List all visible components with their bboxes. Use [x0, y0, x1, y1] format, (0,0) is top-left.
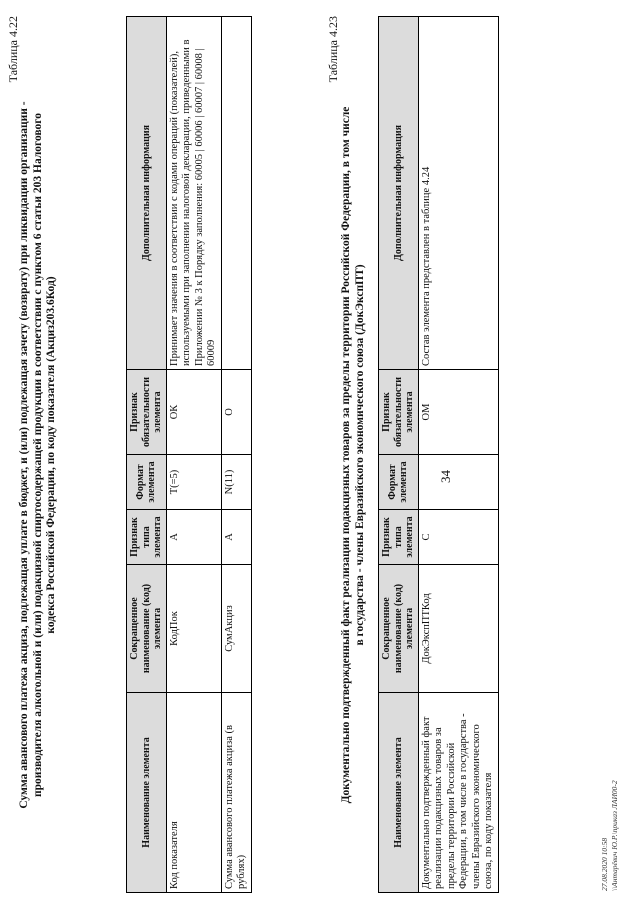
- table-4-22: [126, 16, 252, 893]
- cell-name: Сумма авансового платежа акциза (в рублях): [221, 693, 251, 893]
- header-additional-info: Дополнительная информация: [379, 17, 419, 370]
- cell-type: С: [418, 510, 498, 565]
- table-row: [221, 17, 251, 893]
- footer-path: \\Антарёвич Ю.Р.\приказ ЛАИ00-2: [610, 780, 619, 891]
- header-element-type: Признак типа элемента: [127, 510, 167, 565]
- header-element-format: Формат элемента: [379, 455, 419, 510]
- header-element-code: Сокращенное наименование (код) элемента: [379, 565, 419, 693]
- cell-format: N(11): [221, 455, 251, 510]
- cell-code: ДокЭкспПТКод: [418, 565, 498, 693]
- table-row: [418, 17, 498, 893]
- cell-info: [221, 17, 251, 370]
- cell-required: ОМ: [418, 370, 498, 455]
- header-element-required: Признак обязательности элемента: [127, 370, 167, 455]
- cell-required: ОК: [166, 370, 221, 455]
- header-element-format: Формат элемента: [127, 455, 167, 510]
- header-element-name: Наименование элемента: [127, 693, 167, 893]
- header-element-code: Сокращенное наименование (код) элемента: [127, 565, 167, 693]
- header-element-name: Наименование элемента: [379, 693, 419, 893]
- table-header-row: [127, 17, 167, 893]
- cell-format: T(=5): [166, 455, 221, 510]
- cell-type: А: [166, 510, 221, 565]
- cell-required: О: [221, 370, 251, 455]
- table-header-row: [379, 17, 419, 893]
- cell-format: [418, 455, 498, 510]
- header-element-required: Признак обязательности элемента: [379, 370, 419, 455]
- footer-timestamp: 27.08.2020 10:58: [600, 837, 609, 891]
- cell-type: А: [221, 510, 251, 565]
- cell-info: Состав элемента представлен в таблице 4.24: [418, 17, 498, 370]
- header-additional-info: Дополнительная информация: [127, 17, 167, 370]
- cell-name: Документально подтвержденный факт реализации подакцизных товаров за пределы территории Российской Федерации, в том числе в государства - члены Евразийского экономического союза, по коду показателя: [418, 693, 498, 893]
- table-4-23: [378, 16, 499, 893]
- page-number: 34: [438, 470, 453, 483]
- table-row: [166, 17, 221, 893]
- table-4-23-label: Таблица 4.23: [326, 16, 340, 83]
- cell-code: КодПок: [166, 565, 221, 693]
- cell-name: Код показателя: [166, 693, 221, 893]
- table-4-23-caption: Документально подтвержденный факт реализации подакцизных товаров за пределы территории Российской Федерации, в том числе в государства - члены Евразийского экономического союза (ДокЭкспПТ): [340, 106, 366, 804]
- table-4-22-label: Таблица 4.22: [6, 16, 20, 83]
- header-element-type: Признак типа элемента: [379, 510, 419, 565]
- cell-code: СумАкциз: [221, 565, 251, 693]
- table-4-22-caption: Сумма авансового платежа акциза, подлежащая уплате в бюджет, и (или) подлежащая зачету (возврату) при ликвидации организации - производителя алкогольной и (или) подакцизной спиртосодержащей продукции в соответствии с пунктом 6 статьи 203 Налогового кодекса Российской Федерации, по коду показателя (Акциз203.6Код): [18, 101, 57, 809]
- cell-info: Принимает значения в соответствии с кодами операций (показателей), используемыми при заполнении налоговой декларации, приведенными в Приложении № 3 к Порядку заполнения: 60005 | 60006 | 60007 | 60008 | 60009: [166, 17, 221, 370]
